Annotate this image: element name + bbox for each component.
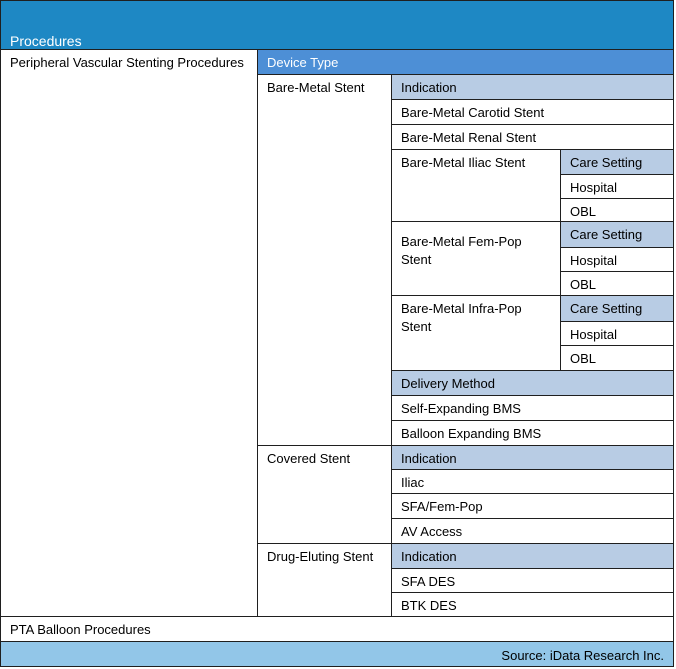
- care-setting-label: Care Setting: [570, 155, 643, 170]
- source-footer: [0, 641, 674, 667]
- drug-eluting-stent-label: Drug-Eluting Stent: [267, 549, 374, 564]
- drug-eluting-stent: [257, 543, 392, 617]
- covered-sfa-fem-pop: [391, 493, 674, 519]
- source-text: Source: iData Research Inc.: [501, 648, 664, 663]
- obl-label: OBL: [570, 351, 597, 366]
- pta-balloon-label: PTA Balloon Procedures: [10, 622, 151, 637]
- obl-label: OBL: [570, 277, 597, 292]
- bare-metal-infra-pop-stent: [391, 295, 561, 371]
- list-item: SFA DES: [401, 574, 456, 589]
- list-item: BTK DES: [401, 598, 457, 613]
- bare-metal-iliac-stent: [391, 149, 561, 222]
- balloon-expanding-label: Balloon Expanding BMS: [401, 426, 542, 441]
- fem-pop-hospital: [560, 247, 674, 272]
- list-item: Iliac: [401, 475, 425, 490]
- infra-pop-care-setting-header: [560, 295, 674, 322]
- covered-stent: [257, 445, 392, 544]
- self-expanding-label: Self-Expanding BMS: [401, 401, 521, 416]
- list-item: AV Access: [401, 524, 463, 539]
- infra-pop-obl: [560, 345, 674, 371]
- bare-metal-stent: [257, 74, 392, 446]
- renal-label: Bare-Metal Renal Stent: [401, 130, 537, 145]
- device-type-header: [257, 49, 674, 75]
- device-type-label: Device Type: [267, 55, 339, 70]
- covered-av-access: [391, 518, 674, 544]
- hospital-label: Hospital: [570, 327, 617, 342]
- delivery-method-header: [391, 370, 674, 396]
- fem-pop-care-setting-header: [560, 221, 674, 248]
- carotid-label: Bare-Metal Carotid Stent: [401, 105, 545, 120]
- indication-label: Indication: [401, 80, 457, 95]
- covered-stent-label: Covered Stent: [267, 451, 351, 466]
- btk-des: [391, 592, 674, 617]
- bare-metal-stent-label: Bare-Metal Stent: [267, 80, 365, 95]
- procedures-header: [0, 0, 674, 50]
- hospital-label: Hospital: [570, 180, 617, 195]
- fem-pop-obl: [560, 271, 674, 296]
- infra-pop-label: Bare-Metal Infra-Pop Stent: [401, 301, 522, 334]
- delivery-method-label: Delivery Method: [401, 376, 495, 391]
- iliac-care-setting-header: [560, 149, 674, 175]
- peripheral-stenting-label: Peripheral Vascular Stenting Procedures: [10, 55, 244, 70]
- pta-balloon-procedures: [0, 616, 674, 642]
- hospital-label: Hospital: [570, 253, 617, 268]
- iliac-hospital: [560, 174, 674, 199]
- indication-label: Indication: [401, 451, 457, 466]
- bare-metal-renal-stent: [391, 124, 674, 150]
- bare-metal-fem-pop-stent: [391, 221, 561, 296]
- obl-label: OBL: [570, 204, 597, 219]
- bare-metal-carotid-stent: [391, 99, 674, 125]
- procedures-title: Procedures: [10, 33, 82, 49]
- bare-metal-indication-header: [391, 74, 674, 100]
- care-setting-label: Care Setting: [570, 227, 643, 242]
- iliac-obl: [560, 198, 674, 222]
- care-setting-label: Care Setting: [570, 301, 643, 316]
- drug-eluting-indication-header: [391, 543, 674, 569]
- sfa-des: [391, 568, 674, 593]
- self-expanding-bms: [391, 395, 674, 421]
- covered-iliac: [391, 469, 674, 494]
- iliac-label: Bare-Metal Iliac Stent: [401, 155, 526, 170]
- indication-label: Indication: [401, 549, 457, 564]
- infra-pop-hospital: [560, 321, 674, 346]
- list-item: SFA/Fem-Pop: [401, 499, 483, 514]
- balloon-expanding-bms: [391, 420, 674, 446]
- covered-indication-header: [391, 445, 674, 470]
- fem-pop-label: Bare-Metal Fem-Pop Stent: [401, 234, 522, 267]
- peripheral-stenting-procedures: [0, 49, 258, 617]
